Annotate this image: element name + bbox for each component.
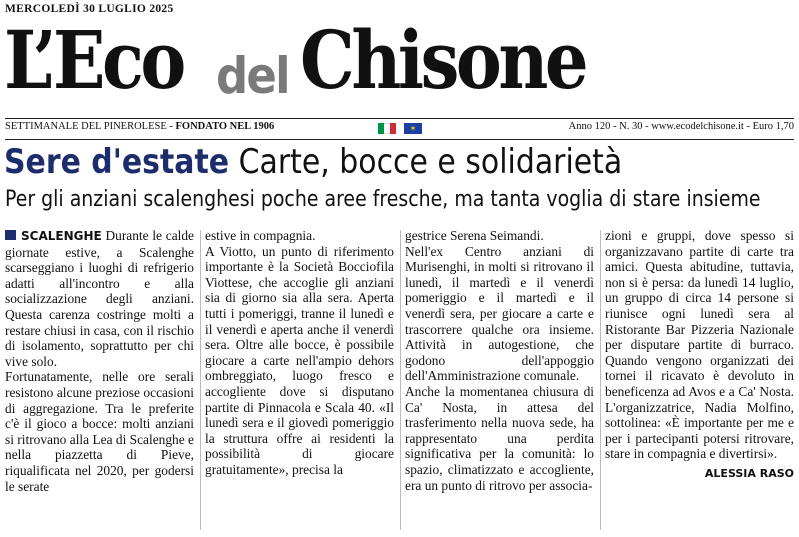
author-byline: ALESSIA RASO (704, 466, 794, 480)
lead-text: Durante le calde giornate estive, a Scalenghe scarseggiano i luoghi di refrigerio adatti all'incontro e alla socializzazione degli anziani. Questa carenza costringe molti a restare chiusi in casa, con il rischio di isolamento, soprattutto per chi vive solo. (5, 228, 194, 369)
paragraph: Nell'ex Centro anziani di Murisenghi, in molti si ritrovano il lunedì, il martedì e il venerdì pomeriggio e il martedì e il venerdì sera, per giocare a carte e trascorrere qualche ora insieme. Attività in autogestione, che godono dell'appoggio dell'Amministrazione comunale. (405, 243, 594, 384)
dateline-location: SCALENGHE (21, 229, 102, 243)
paragraph: Fortunatamente, nelle ore serali resistono alcune preziose occasioni di aggregazione. Tra le preferite c'è il gioco a bocce: molti anziani si ritrovano alla Lea di Scalenghe e nella piazzetta di Pieve, riqualificata nel 2020, per godersi le serate (5, 369, 194, 494)
subtitle-text: SETTIMANALE DEL PINEROLESE - (5, 121, 176, 132)
paragraph: Anche la momentanea chiusura di Ca' Nosta, in attesa del trasferimento nella nuova sede, ha rappresentato una perdita significativa per la comunità: lo spazio, climatizzato e accogliente, era un punto di ritrovo per associa- (405, 383, 594, 493)
lead-paragraph (5, 228, 194, 369)
eu-flag-icon: ✶ (404, 123, 422, 134)
issue-info: Anno 120 - N. 30 - www.ecodelchisone.it - Euro 1,70 (568, 121, 794, 132)
newspaper-subtitle (5, 121, 274, 132)
divider-top (5, 118, 794, 119)
issue-date: MERCOLEDÌ 30 LUGLIO 2025 (5, 3, 174, 15)
column-4 (605, 228, 794, 533)
column-divider (600, 230, 601, 530)
paragraph: A Viotto, un punto di riferimento importante è la Società Bocciofila Viottese, che accoglie gli anziani sia di giorno sia alla sera. Aperta tutti i pomeriggi, tranne il lunedì e il venerdì e aperta anche il venerdì sera. Oltre alle bocce, è possibile giocare a carte nell'ampio dehors ombreggiato, luogo fresco e accogliente dove si disputano partite di Pinnacola e Scala 40. «Il lunedì sera e il giovedì pomeriggio la struttura offre ai residenti la possibilità di giocare gratuitamente», precisa la (205, 243, 394, 477)
article-body (5, 228, 794, 533)
column-1 (5, 228, 194, 533)
column-divider (400, 230, 401, 530)
article-subhead: Per gli anziani scalenghesi poche aree fresche, ma tanta voglia di stare insieme (5, 187, 761, 212)
column-divider (200, 230, 201, 530)
masthead-right: Chisone (300, 13, 586, 107)
masthead-logo (0, 13, 799, 110)
divider-bottom (5, 139, 794, 140)
location-marker-icon (5, 230, 16, 240)
paragraph: estive in compagnia. (205, 228, 316, 243)
italy-flag-icon (378, 123, 396, 134)
column-3 (405, 228, 594, 533)
column-2 (205, 228, 394, 533)
paragraph: zioni e gruppi, dove spesso si organizzavano partite di carte tra amici. Questa abitudine, tuttavia, non si è persa: da lunedì 14 luglio, un gruppo di circa 14 persone si riunisce ogni lunedì sera al Ristorante Bar Pizzeria Nazionale per disputare partite di burraco. Quando vengono organizzati dei tornei il ricavato è devoluto in beneficenza ad Avos e a Ca' Nosta. L'organizzatrice, Nadia Molfino, sottolinea: «È importante per me e per i partecipanti potersi ritrovare, stare in compagnia e divertirsi». (605, 228, 794, 462)
masthead-left: L’Eco (4, 13, 183, 107)
info-bar (5, 121, 794, 136)
founded-text: FONDATO NEL 1906 (175, 121, 275, 132)
paragraph: gestrice Serena Seimandi. (405, 228, 544, 243)
masthead-mid: del (216, 47, 289, 105)
headline-title: Carte, bocce e solidarietà (238, 142, 623, 182)
article-headline (4, 141, 622, 183)
headline-kicker: Sere d'estate (4, 142, 230, 182)
